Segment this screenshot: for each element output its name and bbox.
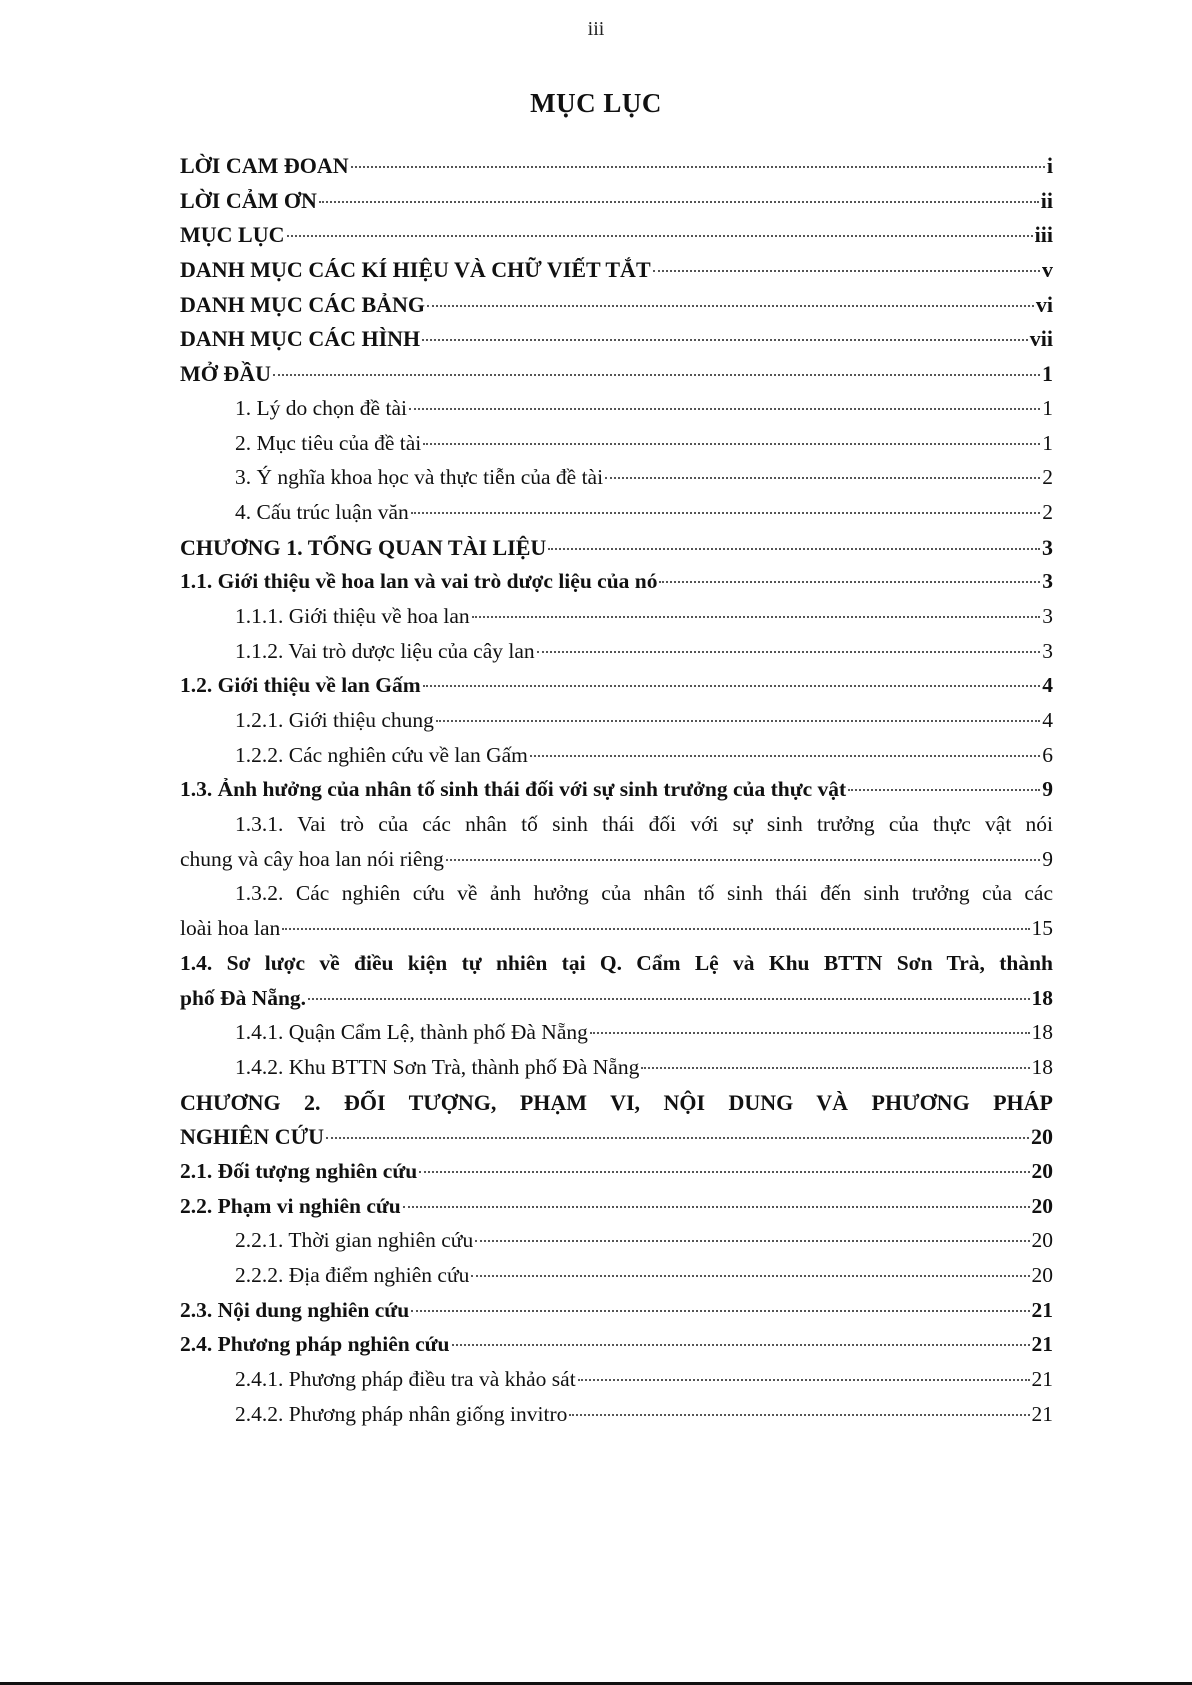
toc-entry-page: vii <box>1029 326 1053 352</box>
toc-entry-1-4-2[interactable] <box>180 1055 1053 1090</box>
toc-entry-label: 1.1. Giới thiệu về hoa lan và vai trò dược liệu của nó <box>180 569 658 594</box>
toc-entry-label: 1.4.2. Khu BTTN Sơn Trà, thành phố Đà Nẵng <box>235 1054 640 1079</box>
dot-leader <box>472 616 1041 618</box>
toc-entry-label: DANH MỤC CÁC HÌNH <box>180 326 421 352</box>
toc-entry-label: DANH MỤC CÁC KÍ HIỆU VÀ CHỮ VIẾT TẮT <box>180 257 651 283</box>
dot-leader <box>548 548 1040 550</box>
toc-entry-label: 1.3. Ảnh hưởng của nhân tố sinh thái đối với sự sinh trưởng của thực vật <box>180 777 847 802</box>
toc-entry-2-3[interactable] <box>180 1298 1053 1333</box>
toc-entry-label: LỜI CẢM ƠN <box>180 187 317 213</box>
toc-entry-label: 1.4.1. Quận Cẩm Lệ, thành phố Đà Nẵng <box>235 1020 588 1045</box>
toc-entry-page: 18 <box>1031 985 1053 1010</box>
dot-leader <box>530 755 1040 757</box>
toc-entry-page: 3 <box>1042 534 1053 560</box>
toc-entry-label: MỞ ĐẦU <box>180 361 272 387</box>
toc-entry-1-4-line2[interactable] <box>180 986 1053 1021</box>
toc-entry-page: vi <box>1035 291 1053 317</box>
toc-entry-2-1[interactable] <box>180 1159 1053 1194</box>
toc-entry-loi-cam-on[interactable] <box>180 188 1053 223</box>
toc-entry-page: 3 <box>1042 638 1053 663</box>
toc-entry-1-1[interactable] <box>180 569 1053 604</box>
toc-entry-label: MỤC LỤC <box>180 222 285 248</box>
dot-leader <box>578 1379 1030 1381</box>
toc-entry-page: v <box>1042 257 1053 283</box>
toc-entry-label: 1.2.2. Các nghiên cứu về lan Gấm <box>235 742 528 767</box>
dot-leader <box>273 374 1040 376</box>
toc-entry-1-2[interactable] <box>180 673 1053 708</box>
dot-leader <box>848 789 1040 791</box>
toc-entry-label: phố Đà Nẵng. <box>180 985 307 1010</box>
toc-entry-page: 21 <box>1031 1297 1053 1322</box>
toc-entry-page: 21 <box>1031 1367 1053 1392</box>
toc-entry-2-4-1[interactable] <box>180 1367 1053 1402</box>
toc-entry-page: 1 <box>1042 395 1053 420</box>
toc-entry-1-3-2-line2[interactable] <box>180 916 1053 951</box>
toc-entry-page: 9 <box>1042 846 1053 871</box>
toc-entry-label: 4. Cấu trúc luận văn <box>235 499 409 524</box>
toc-entry-muc-tieu[interactable] <box>180 431 1053 466</box>
toc-entry-page: 21 <box>1031 1332 1053 1357</box>
toc-entry-page: 4 <box>1042 673 1053 698</box>
toc-entry-label: 1.1.2. Vai trò dược liệu của cây lan <box>235 638 535 663</box>
toc-entry-1-3-2-line1[interactable]: 1.3.2. Các nghiên cứu về ảnh hưởng của nhân tố sinh thái đến sinh trưởng của các <box>235 881 1053 906</box>
toc-entry-1-3-1-line2[interactable] <box>180 847 1053 882</box>
toc-entry-page: 1 <box>1042 430 1053 455</box>
toc-entry-page: 9 <box>1042 777 1053 802</box>
toc-entry-label: 1.2. Giới thiệu về lan Gấm <box>180 673 421 698</box>
toc-entry-label: chung và cây hoa lan nói riêng <box>180 846 444 871</box>
toc-entry-label: 2.2.1. Thời gian nghiên cứu <box>235 1228 474 1253</box>
toc-entry-1-1-2[interactable] <box>180 639 1053 674</box>
toc-entry-loi-cam-doan[interactable] <box>180 153 1053 188</box>
toc-entry-page: 20 <box>1031 1263 1053 1287</box>
dot-leader <box>319 201 1039 203</box>
toc-entry-label: 2.2.2. Địa điểm nghiên cứu <box>235 1263 470 1287</box>
toc-entry-2-2-2[interactable] <box>180 1263 1053 1298</box>
toc-entry-page: 6 <box>1042 742 1053 767</box>
toc-entry-page: 18 <box>1031 1020 1053 1045</box>
toc-entry-page: 1 <box>1042 361 1053 387</box>
toc-entry-page: ii <box>1040 187 1053 213</box>
toc-entry-label: 2.4.1. Phương pháp điều tra và khảo sát <box>235 1367 576 1392</box>
toc-entry-page: 20 <box>1031 1158 1053 1183</box>
dot-leader <box>411 1310 1029 1312</box>
toc-entry-ly-do[interactable] <box>180 396 1053 431</box>
dot-leader <box>427 305 1034 307</box>
dot-leader <box>351 166 1045 168</box>
toc-entry-danh-muc-hinh[interactable] <box>180 326 1053 361</box>
toc-entry-page: 15 <box>1031 916 1053 941</box>
dot-leader <box>537 651 1041 653</box>
dot-leader <box>403 1206 1030 1208</box>
toc-entry-1-1-1[interactable] <box>180 604 1053 639</box>
dot-leader <box>422 339 1028 341</box>
toc-entry-page: 21 <box>1031 1401 1053 1426</box>
dot-leader <box>287 235 1033 237</box>
page-number: iii <box>587 18 605 40</box>
toc-entry-page: 2 <box>1042 465 1053 490</box>
toc-entry-page: 3 <box>1042 569 1053 594</box>
dot-leader <box>475 1240 1029 1242</box>
toc-entry-y-nghia[interactable] <box>180 465 1053 500</box>
toc-entry-2-4[interactable] <box>180 1332 1053 1367</box>
toc-entry-page: 20 <box>1031 1193 1053 1218</box>
toc-entry-cau-truc[interactable] <box>180 500 1053 535</box>
toc-entry-1-3[interactable] <box>180 777 1053 812</box>
toc-entry-label: 2.1. Đối tượng nghiên cứu <box>180 1158 418 1183</box>
toc-entry-label: CHƯƠNG 1. TỔNG QUAN TÀI LIỆU <box>180 534 547 560</box>
table-of-contents <box>180 153 1053 1436</box>
toc-entry-page: 4 <box>1042 708 1053 732</box>
toc-entry-label: 1.1.1. Giới thiệu về hoa lan <box>235 603 470 628</box>
dot-leader <box>308 998 1029 1000</box>
toc-entry-page: i <box>1046 153 1053 178</box>
dot-leader <box>423 443 1040 445</box>
toc-entry-1-2-1[interactable] <box>180 708 1053 743</box>
toc-entry-1-4-1[interactable] <box>180 1020 1053 1055</box>
dot-leader <box>605 477 1040 479</box>
toc-entry-chuong-1[interactable] <box>180 535 1053 570</box>
toc-entry-mo-dau[interactable] <box>180 361 1053 396</box>
toc-entry-muc-luc[interactable] <box>180 222 1053 257</box>
toc-entry-page: 20 <box>1031 1228 1053 1253</box>
dot-leader <box>411 512 1041 514</box>
toc-entry-label: 2.4. Phương pháp nghiên cứu <box>180 1332 450 1357</box>
dot-leader <box>590 1032 1030 1034</box>
toc-entry-1-2-2[interactable] <box>180 743 1053 778</box>
toc-entry-chuong-2-line2[interactable] <box>180 1124 1053 1159</box>
dot-leader <box>653 270 1040 272</box>
dot-leader <box>419 1171 1029 1173</box>
toc-entry-label: 2.3. Nội dung nghiên cứu <box>180 1297 410 1322</box>
dot-leader <box>282 928 1029 930</box>
dot-leader <box>471 1275 1029 1277</box>
toc-entry-label: 1. Lý do chọn đề tài <box>235 395 407 420</box>
toc-entry-page: 2 <box>1042 499 1053 524</box>
dot-leader <box>436 720 1040 722</box>
toc-entry-label: 1.2.1. Giới thiệu chung <box>235 708 434 732</box>
toc-entry-2-2[interactable] <box>180 1194 1053 1229</box>
toc-entry-2-2-1[interactable] <box>180 1228 1053 1263</box>
dot-leader <box>446 859 1040 861</box>
toc-entry-label: DANH MỤC CÁC BẢNG <box>180 291 426 317</box>
toc-entry-page: 20 <box>1031 1124 1053 1150</box>
toc-entry-1-3-1-line1[interactable]: 1.3.1. Vai trò của các nhân tố sinh thái đối với sự sinh trưởng của thực vật nói <box>235 812 1053 837</box>
toc-entry-1-4-line1[interactable]: 1.4. Sơ lược về điều kiện tự nhiên tại Q. Cẩm Lệ và Khu BTTN Sơn Trà, thành <box>180 950 1053 975</box>
dot-leader <box>326 1137 1029 1139</box>
toc-entry-chuong-2-line1[interactable]: CHƯƠNG 2. ĐỐI TƯỢNG, PHẠM VI, NỘI DUNG VÀ PHƯƠNG PHÁP <box>180 1089 1053 1115</box>
dot-leader <box>423 685 1041 687</box>
toc-entry-label: NGHIÊN CỨU <box>180 1124 325 1150</box>
dot-leader <box>641 1067 1029 1069</box>
dot-leader <box>452 1344 1030 1346</box>
toc-entry-ki-hieu[interactable] <box>180 257 1053 292</box>
toc-entry-label: 2.2. Phạm vi nghiên cứu <box>180 1193 401 1218</box>
toc-entry-2-4-2[interactable] <box>180 1402 1053 1437</box>
toc-entry-label: loài hoa lan <box>180 916 281 941</box>
toc-entry-label: 3. Ý nghĩa khoa học và thực tiễn của đề tài <box>235 465 604 490</box>
dot-leader <box>569 1414 1029 1416</box>
toc-entry-page: 18 <box>1031 1054 1053 1079</box>
dot-leader <box>659 581 1040 583</box>
toc-entry-label: LỜI CAM ĐOAN <box>180 153 349 178</box>
toc-entry-page: iii <box>1034 222 1053 248</box>
toc-entry-danh-muc-bang[interactable] <box>180 292 1053 327</box>
toc-title: MỤC LỤC <box>530 88 662 118</box>
dot-leader <box>409 408 1040 410</box>
toc-entry-page: 3 <box>1042 603 1053 628</box>
toc-entry-label: 2. Mục tiêu của đề tài <box>235 430 422 455</box>
toc-entry-label: 2.4.2. Phương pháp nhân giống invitro <box>235 1401 568 1426</box>
